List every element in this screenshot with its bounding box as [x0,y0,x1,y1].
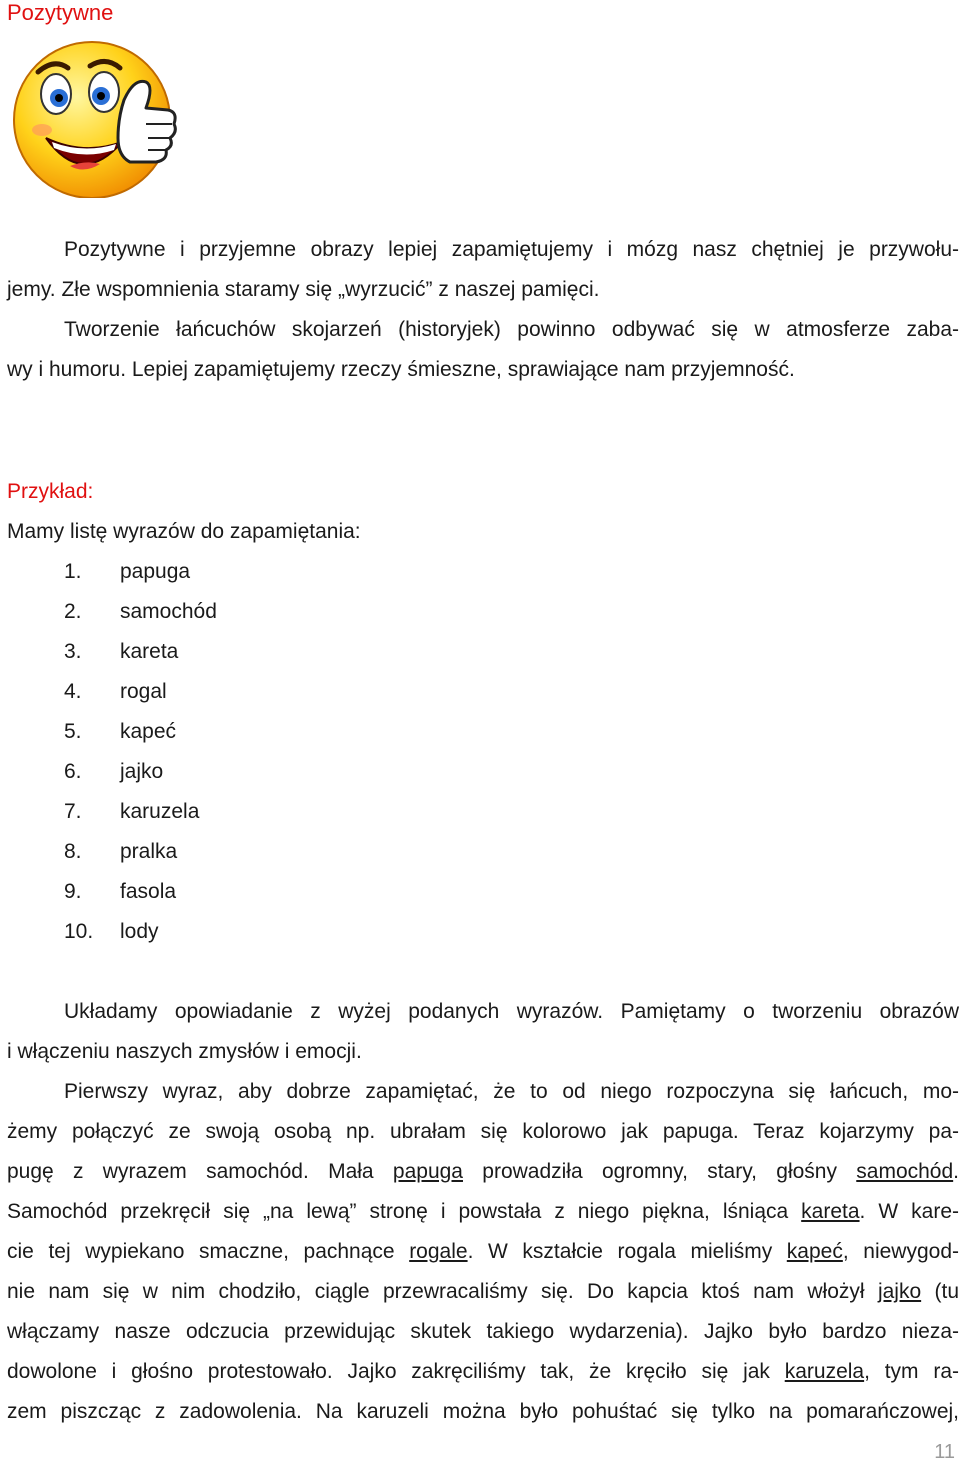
story-line-4: żemy połączyć ze swoją osobą np. ubrałam się kolorowo jak papuga. Teraz kojarzymy pa- [7,1120,959,1143]
underlined-word: kapeć [786,1240,843,1263]
story-line-2: i włączeniu naszych zmysłów i emocji. [7,1040,362,1063]
story-line-10: dowolone i głośno protestowało. Jajko zakręciliśmy tak, że kręciło się jak karuzela, tym ra- [7,1360,959,1383]
intro-line-2: jemy. Złe wspomnienia staramy się „wyrzucić” z naszej pamięci. [7,278,600,301]
story-line-8: nie nam się w nim chodziło, ciągle przewracaliśmy się. Do kapcia ktoś nam włożył jajko (tu [7,1280,960,1303]
list-item: 2. samochód [64,600,217,623]
story-line-7: cie tej wypiekano smaczne, pachnące rogale. W kształcie rogala mieliśmy kapeć, niewygod- [7,1240,959,1263]
underlined-word: karuzela [784,1360,865,1383]
example-label: Przykład: [7,480,94,503]
list-item: 3. kareta [64,640,179,663]
word-list [64,558,217,958]
list-item: 1. papuga [64,560,191,583]
smiley-thumbs-up-icon [6,38,186,198]
page-number: 11 [934,1441,955,1463]
intro-line-1: Pozytywne i przyjemne obrazy lepiej zapamiętujemy i mózg nasz chętniej je przywołu- [64,238,959,261]
intro-line-3: Tworzenie łańcuchów skojarzeń (historyjek) powinno odbywać się w atmosferze zaba- [64,318,959,341]
list-item: 5. kapeć [64,720,177,743]
list-intro: Mamy listę wyrazów do zapamiętania: [7,520,361,543]
story-line-3: Pierwszy wyraz, aby dobrze zapamiętać, że to od niego rozpoczyna się łańcuch, mo- [64,1080,959,1103]
story-line-9: włączamy nasze odczucia przewidując skutek takiego wydarzenia). Jajko było bardzo nieza- [7,1320,959,1343]
story-line-1: Układamy opowiadanie z wyżej podanych wyrazów. Pamiętamy o tworzeniu obrazów [64,1000,959,1023]
section-heading: Pozytywne [7,0,114,25]
story-line-6: Samochód przekręcił się „na lewą” stronę i powstała z niego piękna, lśniąca kareta. W kare- [7,1200,959,1223]
list-item: 10. lody [64,920,159,943]
story-line-5: pugę z wyrazem samochód. Mała papuga prowadziła ogromny, stary, głośny samochód. [7,1160,959,1183]
underlined-word: samochód [856,1160,954,1183]
story-line-11: zem piszcząc z zadowolenia. Na karuzeli można było pohuśtać się tylko na pomarańczowej, [7,1400,959,1423]
underlined-word: kareta [801,1200,860,1223]
list-item: 4. rogal [64,680,167,703]
list-item: 7. karuzela [64,800,200,823]
underlined-word: papuga [392,1160,463,1183]
intro-line-4: wy i humoru. Lepiej zapamiętujemy rzeczy śmieszne, sprawiające nam przyjemność. [7,358,795,381]
list-item: 9. fasola [64,880,177,903]
list-item: 8. pralka [64,840,178,863]
underlined-word: rogale [409,1240,468,1263]
list-item: 6. jajko [64,760,164,783]
underlined-word: jajko [877,1280,922,1303]
